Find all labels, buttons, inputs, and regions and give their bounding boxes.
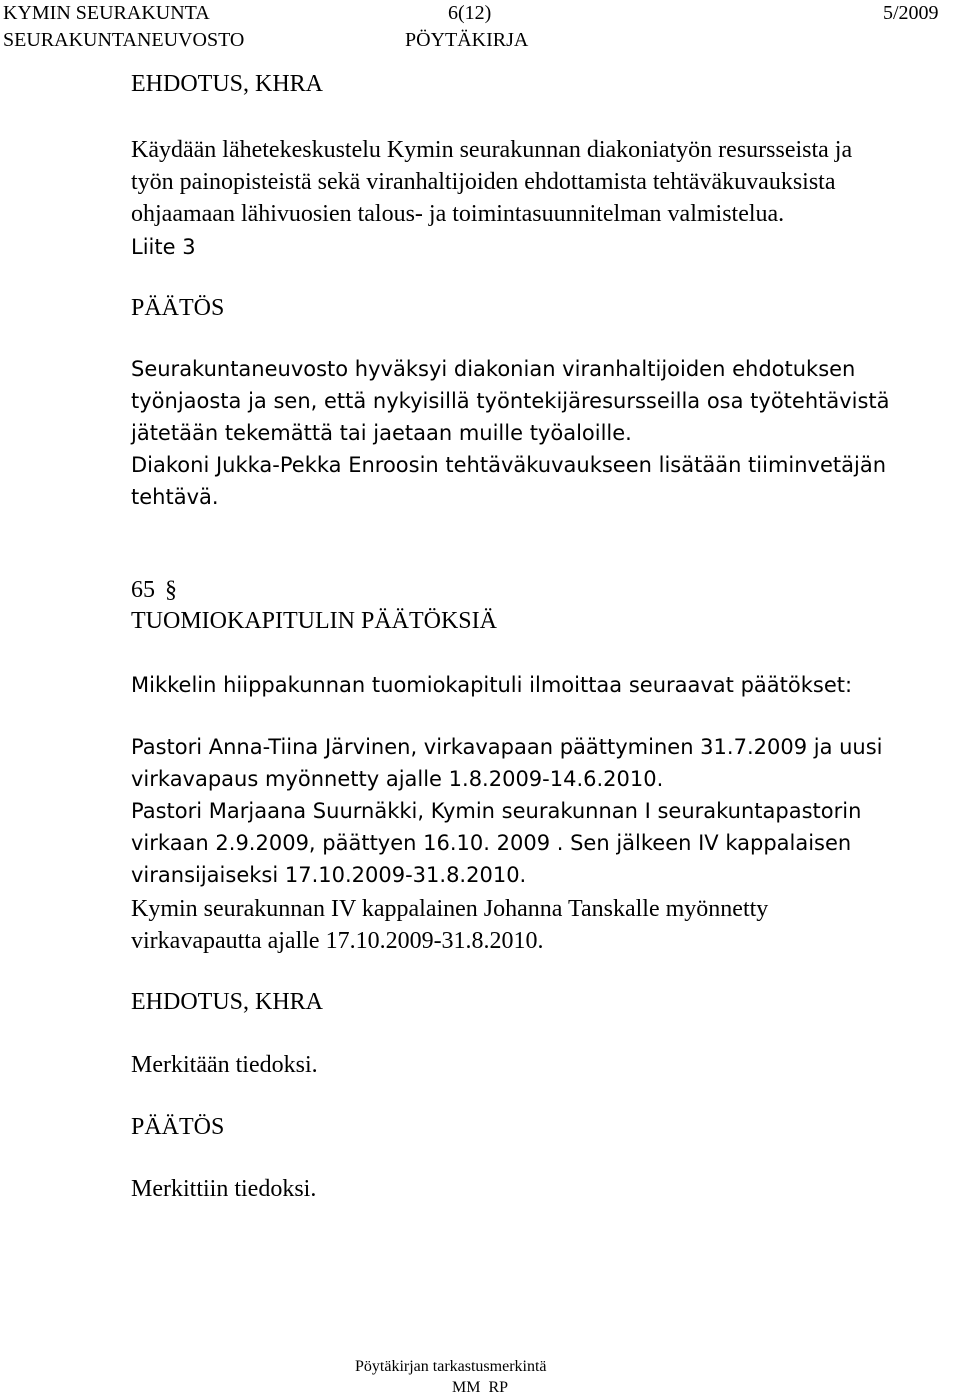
proposal-heading: EHDOTUS, KHRA [131, 71, 323, 97]
attachment-reference: Liite 3 [131, 235, 196, 259]
section-number [131, 578, 177, 602]
decision-text-2: Merkittiin tiedoksi. [131, 1176, 317, 1202]
notice-line: Pastori Anna-Tiina Järvinen, virkavapaan päättyminen 31.7.2009 ja uusi [131, 735, 883, 759]
header-page-number: 6(12) [448, 2, 492, 24]
notice-line: viransijaiseksi 17.10.2009-31.8.2010. [131, 863, 527, 887]
section-intro: Mikkelin hiippakunnan tuomiokapituli ilmoittaa seuraavat päätökset: [131, 673, 853, 697]
paragraph-mark: § [165, 577, 177, 603]
decision-heading: PÄÄTÖS [131, 295, 225, 321]
section-title: TUOMIOKAPITULIN PÄÄTÖKSIÄ [131, 608, 497, 634]
decision-heading-2: PÄÄTÖS [131, 1114, 225, 1140]
notice-line: virkaan 2.9.2009, päättyen 16.10. 2009 . Sen jälkeen IV kappalaisen [131, 831, 852, 855]
notice-line: virkavapaus myönnetty ajalle 1.8.2009-14.6.2010. [131, 767, 664, 791]
section-number-value: 65 [131, 577, 155, 603]
proposal-line: työn painopisteistä sekä viranhaltijoiden ehdottamista tehtäväkuvauksista [131, 169, 836, 195]
decision-line: Seurakuntaneuvosto hyväksyi diakonian viranhaltijoiden ehdotuksen [131, 357, 856, 381]
decision-line: työnjaosta ja sen, että nykyisillä työntekijäresursseilla osa työtehtävistä [131, 389, 890, 413]
header-body: SEURAKUNTANEUVOSTO [3, 29, 245, 51]
proposal-heading-2: EHDOTUS, KHRA [131, 989, 323, 1015]
decision-line: tehtävä. [131, 485, 219, 509]
proposal-line: ohjaamaan lähivuosien talous- ja toimintasuunnitelman valmistelua. [131, 201, 785, 227]
proposal-text-2: Merkitään tiedoksi. [131, 1052, 318, 1078]
notice-line: virkavapautta ajalle 17.10.2009-31.8.2010. [131, 928, 544, 954]
decision-line: Diakoni Jukka-Pekka Enroosin tehtäväkuvaukseen lisätään tiiminvetäjän [131, 453, 887, 477]
footer-initials: MM RP [452, 1379, 509, 1396]
proposal-line: Käydään lähetekeskustelu Kymin seurakunnan diakoniatyön resursseista ja [131, 137, 853, 163]
notice-line: Pastori Marjaana Suurnäkki, Kymin seurakunnan I seurakuntapastorin [131, 799, 862, 823]
header-org: KYMIN SEURAKUNTA [3, 2, 210, 24]
header-doc-type: PÖYTÄKIRJA [405, 29, 529, 51]
header-issue: 5/2009 [883, 2, 939, 24]
footer-label: Pöytäkirjan tarkastusmerkintä [355, 1358, 547, 1375]
notice-line: Kymin seurakunnan IV kappalainen Johanna Tanskalle myönnetty [131, 896, 769, 922]
decision-line: jätetään tekemättä tai jaetaan muille työaloille. [131, 421, 632, 445]
